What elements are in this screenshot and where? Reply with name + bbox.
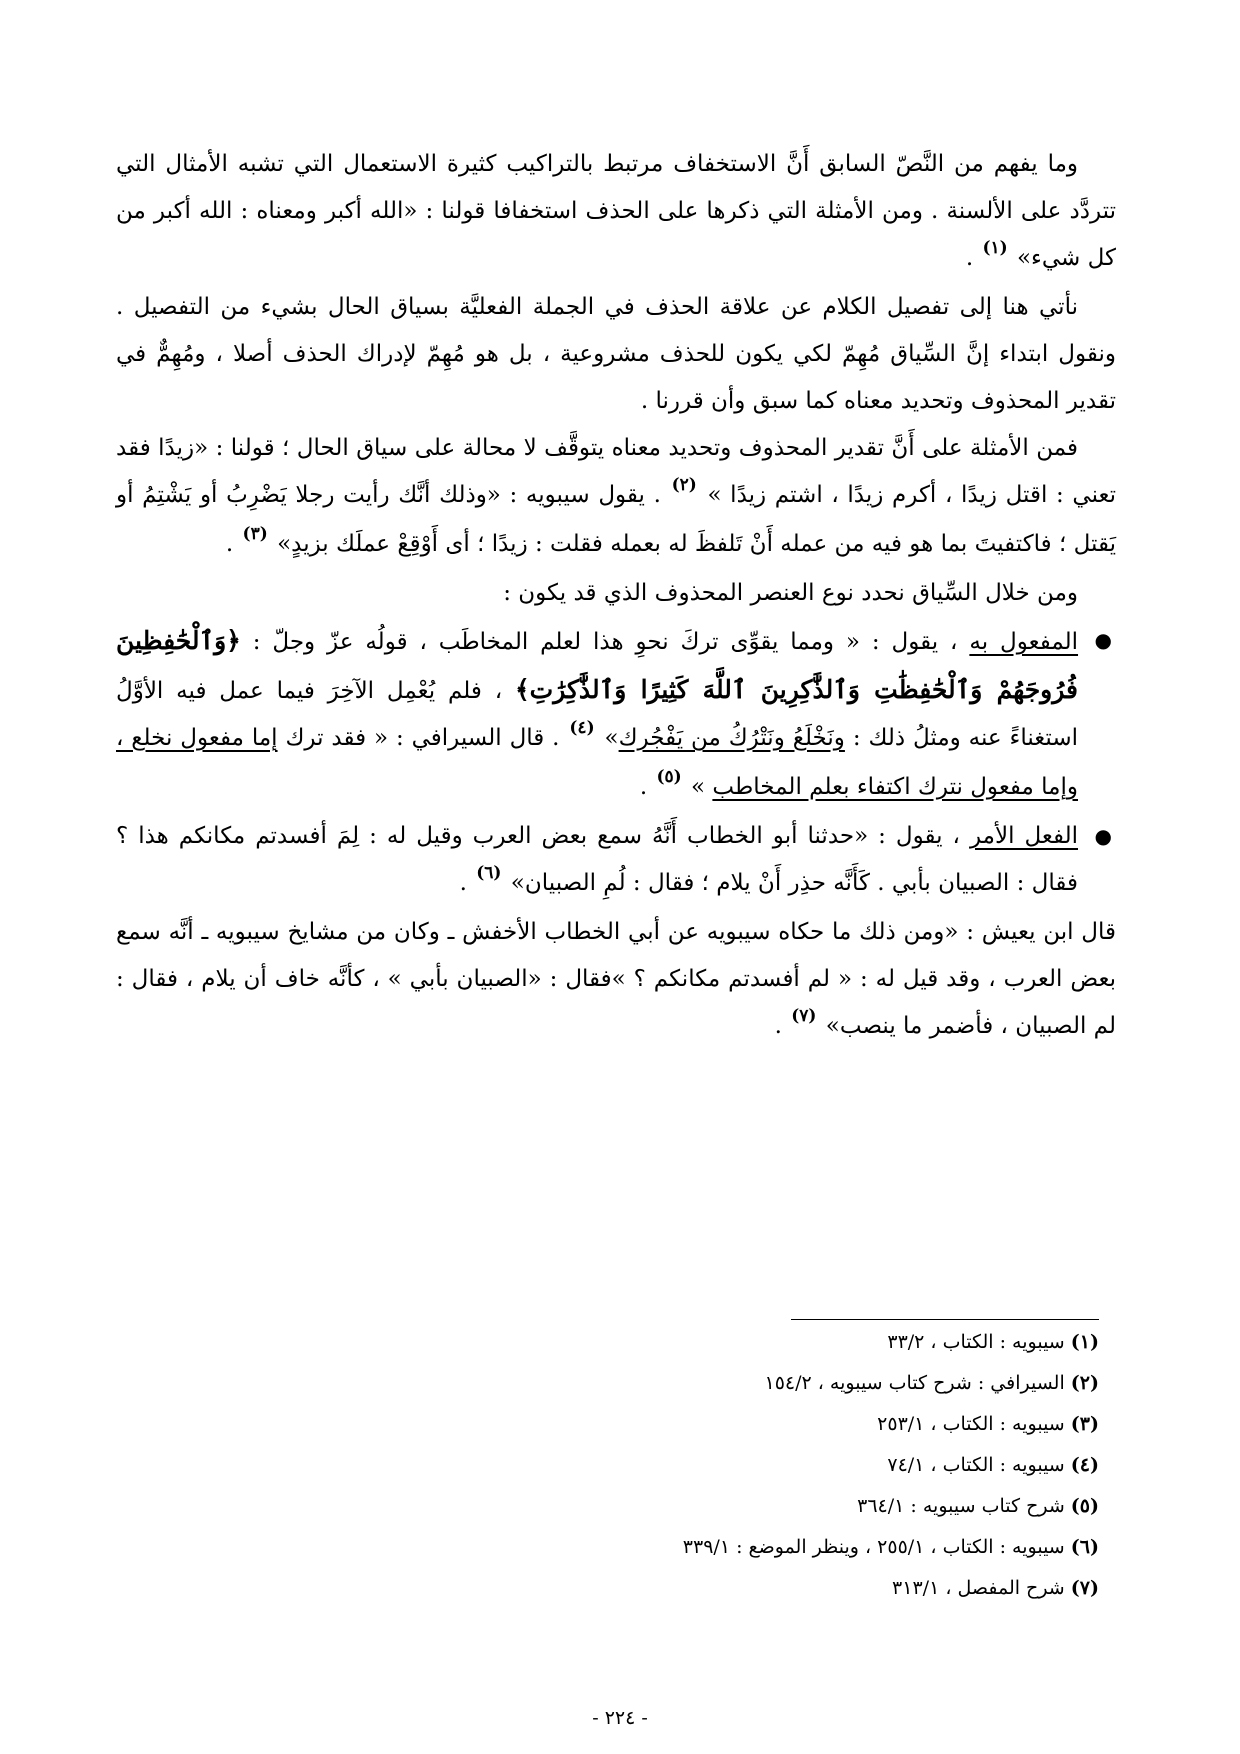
- paragraph-3-text-a: فمن الأمثلة على أَنَّ تقدير المحذوف وتحديد معناه يتوقَّف لا محالة على سياق الحال ؛ قولنا : «زيدًا فقد تعني : اقتل زيدًا ، أكرم زيدًا ، اشتم زيدًا »: [116, 435, 1117, 508]
- bullet-1-text-a: ، يقول : « ومما يقوِّى تركَ نحوِ هذا لعلم المخاطَب ، قولُه عزّ وجلّ :: [252, 629, 958, 655]
- footnote-text: سيبويه : الكتاب ، ٢٥٣/١: [877, 1413, 1065, 1435]
- footnote-number: (١): [1070, 1331, 1099, 1353]
- body-text: [116, 141, 1116, 1052]
- bullet-list: [116, 617, 1116, 909]
- footnote-text: سيبويه : الكتاب ، ٧٤/١: [887, 1454, 1065, 1476]
- paragraph-1-text: وما يفهم من النَّصّ السابق أَنَّ الاستخفاف مرتبط بالتراكيب كثيرة الاستعمال التي تشبه الأمثال التي تتردَّد على الألسنة . ومن الأمثلة التي ذكرها على الحذف استخفافا قولنا : «الله أكبر ومعناه : الله أكبر من كل شيء»: [116, 151, 1116, 271]
- paragraph-5: قال ابن يعيش : «ومن ذلك ما حكاه سيبويه عن أبي الخطاب الأخفش ـ وكان من مشايخ سيبويه ـ أنَّه سمع بعض العرب ، وقد قيل له : « لم أفسدتم مكانكم ؟ »فقال : «الصبيان بأبي » ، كأنَّه خاف أن يلام ، فقال : لم الصبيان ، فأضمر ما ينصب» $^{(٧)}$ .: [116, 919, 1117, 1039]
- footnote-text: السيرافي : شرح كتاب سيبويه ، ١٥٤/٢: [764, 1372, 1065, 1394]
- footnote-item: [199, 1445, 1099, 1486]
- footnote-item: [199, 1404, 1099, 1445]
- paragraph-3: فمن الأمثلة على أَنَّ تقدير المحذوف وتحديد معناه يتوقَّف لا محالة على سياق الحال ؛ قولنا : «زيدًا فقد تعني : اقتل زيدًا ، أكرم زيدًا ، اشتم زيدًا » $^{(٢)}$ . يقول سيبويه : «وذلك أنَّك رأيت رجلا يَضْرِبُ أو يَشْتِمُ أو يَقتل ؛ فاكتفيتَ بما هو فيه من عمله أَنْ تَلفظَ له بعمله فقلت : زيدًا ؛ أى أَوْقِعْ عملَك بزيدٍ» $^{(٣)}$ .: [116, 435, 1117, 557]
- footnote-ref-2: (٢): [671, 475, 697, 495]
- quran-verse: ﴿وَٱلْحَٰفِظِينَ فُرُوجَهُمْ وَٱلْحَٰفِظَٰتِ وَٱلذَّٰكِرِينَ ٱللَّهَ كَثِيرًا وَٱلذَّٰكِرَٰتِ﴾: [116, 626, 1079, 704]
- footnote-text: شرح كتاب سيبويه : ٣٦٤/١: [857, 1495, 1065, 1517]
- paragraph-4-text: ومن خلال السِّياق نحدد نوع العنصر المحذوف الذي قد يكون :: [503, 580, 1078, 606]
- page-number: - ٢٢٤ -: [592, 1707, 648, 1729]
- footnote-item: [199, 1486, 1099, 1527]
- footnote-ref-3: (٣): [242, 524, 268, 544]
- bullet-1-example: ونَخْلَعُ ونَتْرُكُ من يَفْجُرك: [618, 725, 845, 751]
- footnote-number: (٥): [1070, 1495, 1099, 1517]
- bullet-item-imperative: ● الفعل الأمر ، يقول : «حدثنا أبو الخطاب أَنَّهُ سمع بعض العرب وقيل له : لِمَ أفسدتم مكانكم هذا ؟ فقال : الصبيان بأبي . كَأَنَّه حذِر أَنْ يلام ؛ فقال : لُمِ الصبيان» $^{(٦)}$ .: [116, 813, 1116, 909]
- paragraph-2: [116, 284, 1116, 425]
- footnote-number: (٣): [1070, 1413, 1099, 1435]
- footnote-ref-1: (١): [982, 238, 1008, 258]
- paragraph-1: وما يفهم من النَّصّ السابق أَنَّ الاستخفاف مرتبط بالتراكيب كثيرة الاستعمال التي تشبه الأمثال التي تتردَّد على الألسنة . ومن الأمثلة التي ذكرها على الحذف استخفافا قولنا : «الله أكبر ومعناه : الله أكبر من كل شيء» $^{(١)}$ .: [116, 151, 1116, 271]
- bullet-2-text: ، يقول : «حدثنا أبو الخطاب أَنَّهُ سمع بعض العرب وقيل له : لِمَ أفسدتم مكانكم هذا ؟ فقال : الصبيان بأبي . كَأَنَّه حذِر أَنْ يلام ؛ فقال : لُمِ الصبيان»: [116, 823, 1078, 896]
- footnote-item: [199, 1322, 1099, 1363]
- bullet-item-object: ● المفعول به ، يقول : « ومما يقوِّى تركَ نحوِ هذا لعلم المخاطَب ، قولُه عزّ وجلّ : ﴿وَٱلْحَٰفِظِينَ فُرُوجَهُمْ وَٱلْحَٰفِظَٰتِ وَٱلذَّٰكِرِينَ ٱللَّهَ كَثِيرًا وَٱلذَّٰكِرَٰتِ﴾ ، فلم يُعْمِل الآخِرَ فيما عمل فيه الأوَّلُ استغناءً عنه ومثلُ ذلك : ونَخْلَعُ ونَتْرُكُ من يَفْجُرك» $^{(٤)}$ . قال السيرافي : « فقد ترك إما مفعول نخلع ، وإما مفعول نترك اكتفاء بعلم المخاطب » $^{(٥)}$ .: [116, 617, 1116, 813]
- bullet-1-example-2: إما مفعول نخلع ، وإما مفعول نترك اكتفاء بعلم المخاطب: [116, 725, 1078, 800]
- paragraph-5-text: قال ابن يعيش : «ومن ذلك ما حكاه سيبويه عن أبي الخطاب الأخفش ـ وكان من مشايخ سيبويه ـ أنَّه سمع بعض العرب ، وقد قيل له : « لم أفسدتم مكانكم ؟ »فقال : «الصبيان بأبي » ، كأنَّه خاف أن يلام ، فقال : لم الصبيان ، فأضمر ما ينصب»: [116, 919, 1117, 1039]
- footnote-text: سيبويه : الكتاب ، ٣٣/٢: [887, 1331, 1065, 1353]
- footnote-ref-5: (٥): [656, 767, 682, 787]
- paragraph-3-text-b: . يقول سيبويه : «وذلك أنَّك رأيت رجلا يَضْرِبُ أو يَشْتِمُ أو يَقتل ؛ فاكتفيتَ بما هو فيه من عمله أَنْ تَلفظَ له بعمله فقلت : زيدًا ؛ أى أَوْقِعْ عملَك بزيدٍ»: [116, 482, 1116, 557]
- bullet-1-text-b: ، فلم يُعْمِل الآخِرَ فيما عمل فيه الأوَّلُ استغناءً عنه ومثلُ ذلك :: [116, 678, 1078, 751]
- footnote-number: (٧): [1070, 1577, 1099, 1599]
- footnote-number: (٤): [1070, 1454, 1099, 1476]
- footnote-text: شرح المفصل ، ٣١٣/١: [892, 1577, 1065, 1599]
- footnotes: [199, 1322, 1099, 1609]
- footnote-ref-6: (٦): [476, 863, 502, 883]
- footnote-text: سيبويه : الكتاب ، ٢٥٥/١ ، وينظر الموضع : ٣٣٩/١: [682, 1536, 1065, 1558]
- paragraph-4: [116, 570, 1116, 617]
- bullet-1-heading: المفعول به: [969, 629, 1079, 655]
- bullet-2-heading: الفعل الأمر: [969, 823, 1079, 849]
- footnote-item: [199, 1363, 1099, 1404]
- footnote-separator: [791, 1319, 1099, 1320]
- bullet-icon: ●: [1094, 824, 1112, 848]
- footnote-item: [199, 1568, 1099, 1609]
- footnote-number: (٦): [1070, 1536, 1099, 1558]
- bullet-1-text-c: . قال السيرافي : « فقد ترك: [285, 725, 560, 751]
- footnote-item: [199, 1527, 1099, 1568]
- footnote-number: (٢): [1070, 1372, 1099, 1394]
- bullet-icon: ●: [1094, 628, 1112, 652]
- paragraph-2-text: نأتي هنا إلى تفصيل الكلام عن علاقة الحذف في الجملة الفعليَّة بسياق الحال بشيء من التفصيل . ونقول ابتداء إنَّ السِّياق مُهِمّ لكي يكون للحذف مشروعية ، بل هو مُهِمّ لإدراك الحذف أصلا ، ومُهِمٌّ في تقدير المحذوف وتحديد معناه كما سبق وأن قررنا .: [116, 294, 1116, 414]
- footnote-ref-4: (٤): [569, 718, 595, 738]
- footnote-ref-7: (٧): [791, 1006, 817, 1026]
